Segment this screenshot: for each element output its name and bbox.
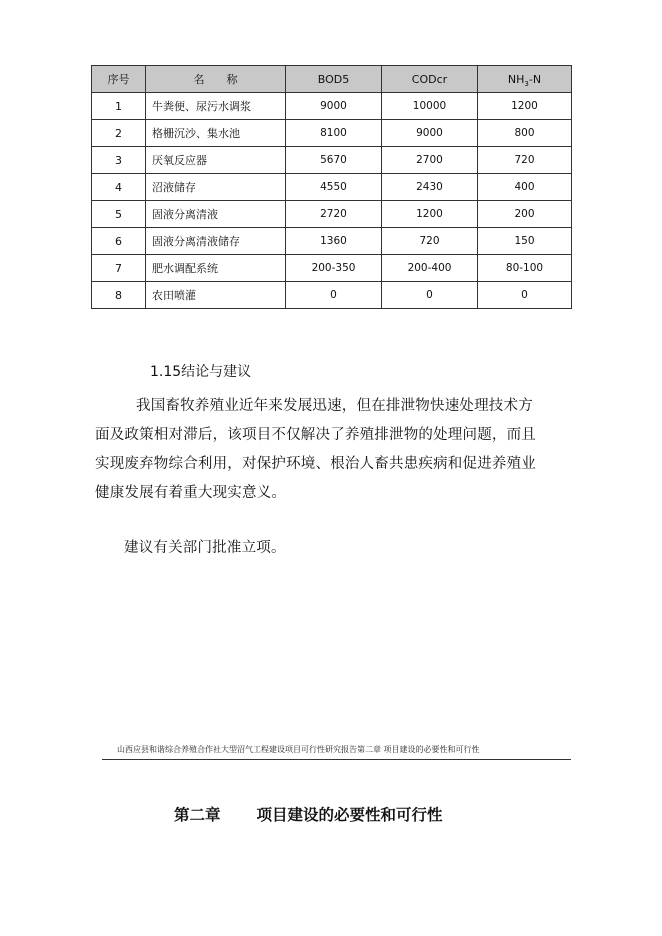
row-bod: 5670 <box>286 147 382 174</box>
row-name: 农田喷灌 <box>146 282 286 309</box>
row-cod: 2700 <box>382 147 478 174</box>
header-index: 序号 <box>92 66 146 93</box>
row-nh: 150 <box>478 228 572 255</box>
row-nh: 200 <box>478 201 572 228</box>
row-cod: 10000 <box>382 93 478 120</box>
row-nh: 80-100 <box>478 255 572 282</box>
conclusion-paragraph <box>95 392 573 508</box>
row-bod: 200-350 <box>286 255 382 282</box>
paragraph-line: 我国畜牧养殖业近年来发展迅速，但在排泄物快速处理技术方 <box>136 398 533 414</box>
section-heading: 1.15结论与建议 <box>150 364 252 380</box>
row-index: 8 <box>92 282 146 309</box>
row-bod: 0 <box>286 282 382 309</box>
chapter-number: 第二章 <box>174 805 221 824</box>
row-cod: 0 <box>382 282 478 309</box>
row-bod: 1360 <box>286 228 382 255</box>
paragraph-line: 实现废弃物综合利用，对保护环境、根治人畜共患疾病和促进养殖业 <box>95 456 536 472</box>
recommendation-paragraph: 建议有关部门批准立项。 <box>124 540 286 556</box>
pollutant-table <box>91 65 572 309</box>
table-row <box>92 147 572 174</box>
chapter-name: 项目建设的必要性和可行性 <box>256 805 443 824</box>
header-nh-main: NH <box>507 72 525 86</box>
row-name: 固液分离清液 <box>146 201 286 228</box>
table-row <box>92 201 572 228</box>
row-nh: 0 <box>478 282 572 309</box>
row-nh: 800 <box>478 120 572 147</box>
row-name: 牛粪便、尿污水调浆 <box>146 93 286 120</box>
row-nh: 720 <box>478 147 572 174</box>
row-cod: 2430 <box>382 174 478 201</box>
table-row <box>92 93 572 120</box>
row-index: 4 <box>92 174 146 201</box>
table-row <box>92 228 572 255</box>
header-nh-sub: 3 <box>524 79 529 88</box>
row-bod: 9000 <box>286 93 382 120</box>
row-name: 固液分离清液储存 <box>146 228 286 255</box>
header-cod: CODcr <box>382 66 478 93</box>
row-index: 5 <box>92 201 146 228</box>
row-index: 7 <box>92 255 146 282</box>
chapter-title <box>174 803 443 825</box>
row-name: 沼液储存 <box>146 174 286 201</box>
row-cod: 720 <box>382 228 478 255</box>
row-bod: 8100 <box>286 120 382 147</box>
header-nh <box>478 66 572 93</box>
table-row <box>92 255 572 282</box>
row-bod: 2720 <box>286 201 382 228</box>
table-row <box>92 120 572 147</box>
row-index: 6 <box>92 228 146 255</box>
table-header-row <box>92 66 572 93</box>
row-cod: 1200 <box>382 201 478 228</box>
header-rule <box>102 759 571 760</box>
running-header: 山西应县和谐综合养殖合作社大型沼气工程建设项目可行性研究报告第二章 项目建设的必要性和可行性 <box>117 745 480 754</box>
table-row <box>92 282 572 309</box>
row-bod: 4550 <box>286 174 382 201</box>
header-name: 名 称 <box>146 66 286 93</box>
row-index: 1 <box>92 93 146 120</box>
row-nh: 1200 <box>478 93 572 120</box>
row-name: 格栅沉沙、集水池 <box>146 120 286 147</box>
row-cod: 9000 <box>382 120 478 147</box>
header-bod: BOD5 <box>286 66 382 93</box>
row-nh: 400 <box>478 174 572 201</box>
paragraph-line: 面及政策相对滞后，该项目不仅解决了养殖排泄物的处理问题，而且 <box>95 427 536 443</box>
row-name: 厌氧反应器 <box>146 147 286 174</box>
paragraph-line: 健康发展有着重大现实意义。 <box>95 485 287 501</box>
row-index: 3 <box>92 147 146 174</box>
table-row <box>92 174 572 201</box>
row-cod: 200-400 <box>382 255 478 282</box>
header-nh-tail: -N <box>528 72 542 86</box>
row-index: 2 <box>92 120 146 147</box>
row-name: 肥水调配系统 <box>146 255 286 282</box>
